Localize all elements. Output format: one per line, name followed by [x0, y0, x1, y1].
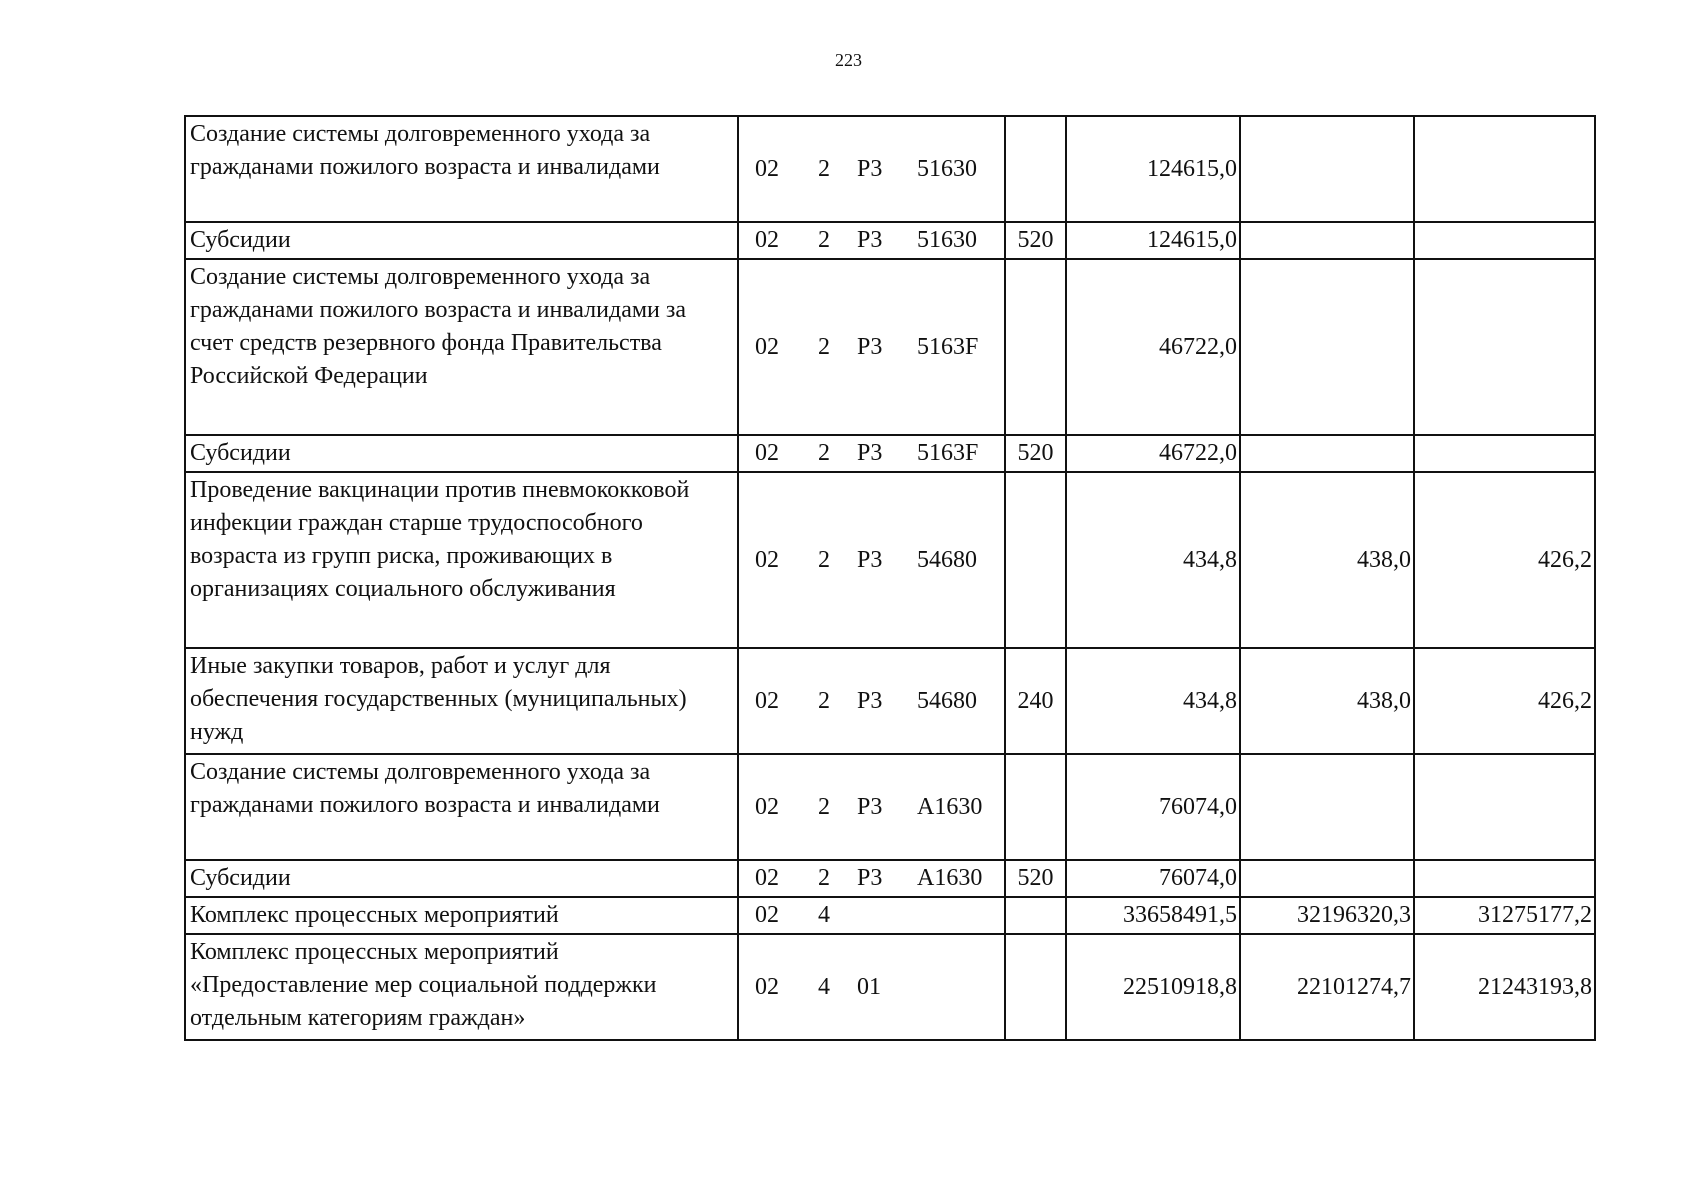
- classification-codes: [738, 472, 1005, 648]
- amount-year-2: 438,0: [1240, 472, 1414, 648]
- budget-table: [184, 115, 1596, 1041]
- amount-year-3: [1414, 259, 1595, 435]
- table-row: [185, 116, 1595, 222]
- table-row: [185, 860, 1595, 897]
- table-row: [185, 435, 1595, 472]
- code-subprogram: 2: [818, 440, 830, 466]
- code-project: Р3: [857, 227, 883, 253]
- classification-codes: [738, 754, 1005, 860]
- amount-year-1: 434,8: [1066, 472, 1240, 648]
- code-section: 02: [755, 902, 779, 928]
- row-name: Создание системы долговременного ухода за гражданами пожилого возраста и инвалидами за счет средств резервного фонда Правительства Российской Федерации: [185, 259, 738, 435]
- amount-year-3: 31275177,2: [1414, 897, 1595, 934]
- amount-year-2: [1240, 860, 1414, 897]
- classification-codes: [738, 648, 1005, 754]
- code-direction: А1630: [917, 793, 983, 820]
- code-direction: 51630: [917, 155, 977, 182]
- code-subprogram: 2: [818, 155, 830, 182]
- classification-codes: [738, 116, 1005, 222]
- amount-year-3: [1414, 754, 1595, 860]
- amount-year-2: [1240, 222, 1414, 259]
- amount-year-3: 426,2: [1414, 472, 1595, 648]
- table-row: [185, 934, 1595, 1040]
- code-direction: 54680: [917, 546, 977, 573]
- row-name: Комплекс процессных мероприятий: [185, 897, 738, 934]
- code-project: Р3: [857, 687, 883, 714]
- code-section: 02: [755, 227, 779, 253]
- code-project: Р3: [857, 155, 883, 182]
- expense-type: 520: [1005, 435, 1066, 472]
- amount-year-3: 426,2: [1414, 648, 1595, 754]
- expense-type: 520: [1005, 222, 1066, 259]
- classification-codes: [738, 897, 1005, 934]
- amount-year-1: 76074,0: [1066, 860, 1240, 897]
- amount-year-1: 33658491,5: [1066, 897, 1240, 934]
- expense-type: [1005, 754, 1066, 860]
- code-subprogram: 4: [818, 973, 830, 1000]
- row-name: Субсидии: [185, 222, 738, 259]
- amount-year-1: 46722,0: [1066, 259, 1240, 435]
- code-subprogram: 2: [818, 546, 830, 573]
- code-project: Р3: [857, 793, 883, 820]
- amount-year-3: [1414, 116, 1595, 222]
- code-section: 02: [755, 687, 779, 714]
- expense-type: [1005, 116, 1066, 222]
- code-direction: 51630: [917, 227, 977, 253]
- row-name: Проведение вакцинации против пневмококковой инфекции граждан старше трудоспособного возраста из групп риска, проживающих в организациях социального обслуживания: [185, 472, 738, 648]
- code-direction: 5163F: [917, 440, 979, 466]
- code-subprogram: 4: [818, 902, 830, 928]
- code-section: 02: [755, 155, 779, 182]
- code-subprogram: 2: [818, 687, 830, 714]
- amount-year-1: 124615,0: [1066, 222, 1240, 259]
- code-subprogram: 2: [818, 227, 830, 253]
- code-subprogram: 2: [818, 793, 830, 820]
- amount-year-1: 434,8: [1066, 648, 1240, 754]
- code-section: 02: [755, 865, 779, 891]
- code-direction: 5163F: [917, 333, 979, 360]
- amount-year-3: [1414, 435, 1595, 472]
- classification-codes: [738, 435, 1005, 472]
- row-name: Создание системы долговременного ухода за гражданами пожилого возраста и инвалидами: [185, 116, 738, 222]
- code-section: 02: [755, 546, 779, 573]
- code-subprogram: 2: [818, 865, 830, 891]
- table-row: [185, 222, 1595, 259]
- code-project: 01: [857, 973, 881, 1000]
- amount-year-3: [1414, 860, 1595, 897]
- amount-year-2: [1240, 116, 1414, 222]
- code-direction: А1630: [917, 865, 983, 891]
- table-row: [185, 259, 1595, 435]
- amount-year-3: 21243193,8: [1414, 934, 1595, 1040]
- amount-year-3: [1414, 222, 1595, 259]
- code-direction: 54680: [917, 687, 977, 714]
- code-section: 02: [755, 793, 779, 820]
- code-project: Р3: [857, 440, 883, 466]
- amount-year-2: 32196320,3: [1240, 897, 1414, 934]
- row-name: Иные закупки товаров, работ и услуг для обеспечения государственных (муниципальных) нужд: [185, 648, 738, 754]
- classification-codes: [738, 934, 1005, 1040]
- amount-year-1: 124615,0: [1066, 116, 1240, 222]
- row-name: Субсидии: [185, 860, 738, 897]
- classification-codes: [738, 222, 1005, 259]
- amount-year-2: [1240, 259, 1414, 435]
- table-row: [185, 472, 1595, 648]
- classification-codes: [738, 259, 1005, 435]
- amount-year-2: 438,0: [1240, 648, 1414, 754]
- row-name: Создание системы долговременного ухода за гражданами пожилого возраста и инвалидами: [185, 754, 738, 860]
- code-project: Р3: [857, 546, 883, 573]
- expense-type: [1005, 897, 1066, 934]
- code-project: Р3: [857, 333, 883, 360]
- table-row: [185, 754, 1595, 860]
- code-section: 02: [755, 973, 779, 1000]
- table-row: [185, 648, 1595, 754]
- expense-type: [1005, 472, 1066, 648]
- expense-type: [1005, 934, 1066, 1040]
- code-project: Р3: [857, 865, 883, 891]
- classification-codes: [738, 860, 1005, 897]
- page-number: 223: [835, 50, 862, 70]
- amount-year-1: 22510918,8: [1066, 934, 1240, 1040]
- amount-year-1: 76074,0: [1066, 754, 1240, 860]
- amount-year-1: 46722,0: [1066, 435, 1240, 472]
- expense-type: 240: [1005, 648, 1066, 754]
- row-name: Субсидии: [185, 435, 738, 472]
- amount-year-2: [1240, 435, 1414, 472]
- code-section: 02: [755, 333, 779, 360]
- table-row: [185, 897, 1595, 934]
- row-name: Комплекс процессных мероприятий «Предоставление мер социальной поддержки отдельным категориям граждан»: [185, 934, 738, 1040]
- expense-type: 520: [1005, 860, 1066, 897]
- amount-year-2: [1240, 754, 1414, 860]
- code-section: 02: [755, 440, 779, 466]
- code-subprogram: 2: [818, 333, 830, 360]
- expense-type: [1005, 259, 1066, 435]
- amount-year-2: 22101274,7: [1240, 934, 1414, 1040]
